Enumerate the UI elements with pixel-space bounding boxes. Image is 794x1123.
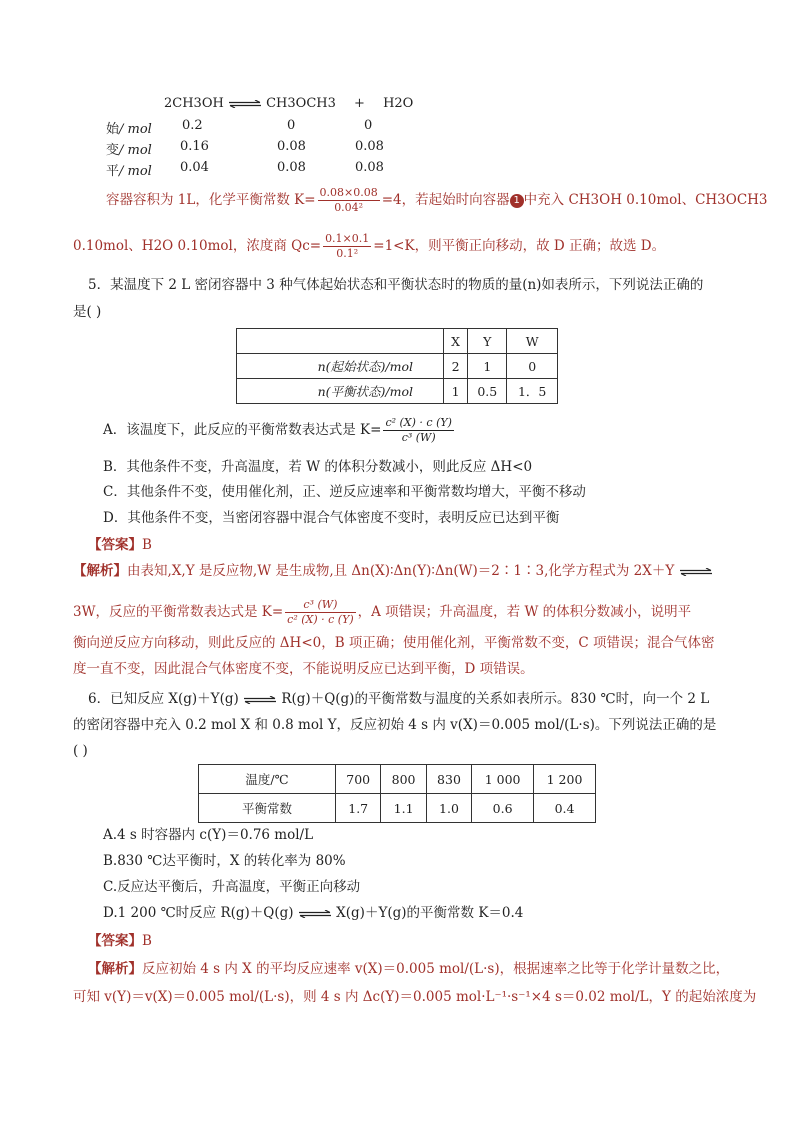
product-h2o: H2O bbox=[383, 96, 414, 111]
table-cell: 800 bbox=[381, 765, 426, 794]
table-cell: X bbox=[444, 329, 468, 354]
text: 6．已知反应 X(g)＋Y(g) bbox=[88, 691, 239, 707]
fraction-qc bbox=[323, 232, 371, 261]
text: =4，若起始时向容器 bbox=[381, 192, 510, 208]
q6-analysis-line-2: 可知 v(Y)＝v(X)＝0.005 mol/(L·s)，则 4 s 内 Δc(Y)＝0.005 mol·L⁻¹·s⁻¹×4 s＝0.02 mol/L，Y 的起始浓度为 bbox=[73, 989, 757, 1005]
table-cell: 温度/℃ bbox=[199, 765, 336, 794]
fraction-k-expression bbox=[383, 416, 453, 445]
q5-analysis-line-1 bbox=[73, 562, 713, 580]
table-cell: 830 bbox=[426, 765, 471, 794]
table-cell: 2 bbox=[444, 354, 468, 379]
q5-option-d: D．其他条件不变，当密闭容器中混合气体密度不变时，表明反应已达到平衡 bbox=[103, 510, 560, 526]
explanation-line-2 bbox=[73, 232, 665, 261]
denominator: 0.1² bbox=[336, 247, 359, 260]
q5-answer bbox=[88, 536, 152, 554]
cell: 0.16 bbox=[180, 139, 209, 154]
q5-stem-line-2: 是( ) bbox=[73, 304, 102, 320]
table-cell: W bbox=[507, 329, 558, 354]
explanation-line-1 bbox=[106, 186, 768, 215]
cell: 0.08 bbox=[277, 139, 306, 154]
reactant-ch3oh: 2CH3OH bbox=[164, 96, 224, 111]
text: D.1 200 ℃时反应 R(g)＋Q(g) bbox=[103, 905, 294, 921]
numerator: 0.1×0.1 bbox=[325, 232, 370, 245]
table-cell bbox=[237, 329, 444, 354]
row-unit: / mol bbox=[119, 143, 152, 158]
equilibrium-arrow-icon bbox=[679, 568, 713, 576]
answer-value: B bbox=[142, 537, 152, 553]
text: 3W，反应的平衡常数表达式是 K= bbox=[73, 604, 284, 620]
table-cell: Y bbox=[468, 329, 507, 354]
answer-value: B bbox=[142, 933, 152, 949]
q6-option-b: B.830 ℃达平衡时，X 的转化率为 80% bbox=[103, 853, 346, 869]
table-cell: 1.7 bbox=[336, 794, 381, 823]
table-row bbox=[199, 794, 596, 823]
table-cell: 0.6 bbox=[472, 794, 534, 823]
equilibrium-arrow-icon bbox=[243, 696, 277, 704]
text: 中充入 CH3OH 0.10mol、CH3OCH3 bbox=[523, 192, 768, 208]
cell: 0.08 bbox=[277, 160, 306, 175]
cell: 0.04 bbox=[180, 160, 209, 175]
q6-stem-line-1 bbox=[88, 690, 709, 708]
table-cell: n(平衡状态)/mol bbox=[237, 379, 444, 404]
q5-option-a bbox=[103, 416, 456, 445]
table-row bbox=[237, 379, 558, 404]
text: ，A 项错误；升高温度，若 W 的体积分数减小，说明平 bbox=[357, 604, 692, 620]
text: 0.10mol、H2O 0.10mol，浓度商 Qc= bbox=[73, 238, 322, 254]
q6-table bbox=[198, 764, 596, 823]
cell: 0 bbox=[287, 118, 296, 133]
numerator: c³ (W) bbox=[285, 598, 355, 613]
q6-answer bbox=[88, 932, 152, 950]
text: 反应初始 4 s 内 X 的平均反应速率 v(X)＝0.005 mol/(L·s)，根据速率之比等于化学计量数之比， bbox=[142, 961, 730, 977]
numerator: c² (X) · c (Y) bbox=[385, 416, 452, 429]
table-cell: 0.5 bbox=[468, 379, 507, 404]
row-equilibrium bbox=[106, 160, 152, 179]
text: 由表知,X,Y 是反应物,W 是生成物,且 Δn(X)∶Δn(Y)∶Δn(W)＝2∶1∶3,化学方程式为 2X＋Y bbox=[127, 563, 675, 579]
table-cell: 1.0 bbox=[426, 794, 471, 823]
table-cell: 0.4 bbox=[534, 794, 596, 823]
plus-sign: + bbox=[354, 96, 365, 111]
q5-table bbox=[236, 328, 558, 404]
cell: 0.08 bbox=[355, 160, 384, 175]
table-cell: 1 200 bbox=[534, 765, 596, 794]
q6-stem-line-3: ( ) bbox=[73, 743, 88, 759]
row-change bbox=[106, 139, 152, 158]
q6-stem-line-2: 的密闭容器中充入 0.2 mol X 和 0.8 mol Y，反应初始 4 s 内 v(X)＝0.005 mol/(L·s)。下列说法正确的是 bbox=[73, 717, 717, 733]
table-cell: n(起始状态)/mol bbox=[237, 354, 444, 379]
analysis-tag: 【解析】 bbox=[88, 961, 142, 977]
table-cell: 平衡常数 bbox=[199, 794, 336, 823]
row-label: 平 bbox=[106, 164, 120, 179]
denominator: 0.04² bbox=[334, 201, 364, 214]
text: =1<K，则平衡正向移动，故 D 正确；故选 D。 bbox=[373, 238, 666, 254]
q5-analysis-line-3: 衡向逆反应方向移动，则此反应的 ΔH<0，B 项正确；使用催化剂，平衡常数不变，C 项错误；混合气体密 bbox=[73, 635, 715, 651]
table-cell: 1 bbox=[444, 379, 468, 404]
table-row bbox=[199, 765, 596, 794]
row-start bbox=[106, 118, 152, 137]
reaction-equation bbox=[164, 96, 413, 111]
q5-analysis-line-4: 度一直不变，因此混合气体密度不变，不能说明反应已达到平衡，D 项错误。 bbox=[73, 661, 534, 677]
table-cell: 1 000 bbox=[472, 765, 534, 794]
table-cell: 700 bbox=[336, 765, 381, 794]
q6-option-c: C.反应达平衡后，升高温度，平衡正向移动 bbox=[103, 879, 361, 895]
answer-tag: 【答案】 bbox=[88, 933, 142, 949]
cell: 0.08 bbox=[355, 139, 384, 154]
denominator: c² (X) · c (Y) bbox=[287, 613, 354, 626]
circled-number-icon: 1 bbox=[510, 194, 524, 208]
cell: 0 bbox=[364, 118, 373, 133]
answer-tag: 【答案】 bbox=[88, 537, 142, 553]
text: A．该温度下，此反应的平衡常数表达式是 K= bbox=[103, 422, 382, 438]
table-row bbox=[237, 329, 558, 354]
q5-stem-line-1: 5．某温度下 2 L 密闭容器中 3 种气体起始状态和平衡状态时的物质的量(n)如表所示，下列说法正确的 bbox=[88, 277, 704, 293]
product-ch3och3: CH3OCH3 bbox=[266, 96, 336, 111]
equilibrium-arrow-icon bbox=[298, 910, 332, 918]
fraction-k-expression bbox=[285, 598, 355, 627]
row-label: 始 bbox=[106, 122, 120, 137]
row-unit: / mol bbox=[119, 122, 152, 137]
q5-option-b: B．其他条件不变，升高温度，若 W 的体积分数减小，则此反应 ΔH<0 bbox=[103, 459, 533, 475]
table-cell: 1 bbox=[468, 354, 507, 379]
row-label: 变 bbox=[106, 143, 120, 158]
table-cell: 0 bbox=[507, 354, 558, 379]
denominator: c³ (W) bbox=[401, 431, 436, 444]
fraction-k bbox=[318, 186, 380, 215]
q6-option-a: A.4 s 时容器内 c(Y)＝0.76 mol/L bbox=[103, 827, 314, 843]
numerator: 0.08×0.08 bbox=[319, 186, 378, 199]
text: X(g)＋Y(g)的平衡常数 K＝0.4 bbox=[336, 905, 524, 921]
q6-analysis-line-1 bbox=[88, 960, 729, 978]
analysis-tag: 【解析】 bbox=[73, 563, 127, 579]
equilibrium-arrow-icon bbox=[228, 100, 262, 108]
q6-option-d bbox=[103, 904, 523, 922]
cell: 0.2 bbox=[182, 118, 203, 133]
text: R(g)＋Q(g)的平衡常数与温度的关系如表所示。830 ℃时，向一个 2 L bbox=[281, 691, 710, 707]
row-unit: / mol bbox=[119, 164, 152, 179]
q5-option-c: C．其他条件不变，使用催化剂，正、逆反应速率和平衡常数均增大，平衡不移动 bbox=[103, 484, 586, 500]
table-row bbox=[237, 354, 558, 379]
text: 容器容积为 1L，化学平衡常数 K= bbox=[106, 192, 316, 208]
table-cell: 1.1 bbox=[381, 794, 426, 823]
table-cell: 1．5 bbox=[507, 379, 558, 404]
q5-analysis-line-2 bbox=[73, 598, 691, 627]
